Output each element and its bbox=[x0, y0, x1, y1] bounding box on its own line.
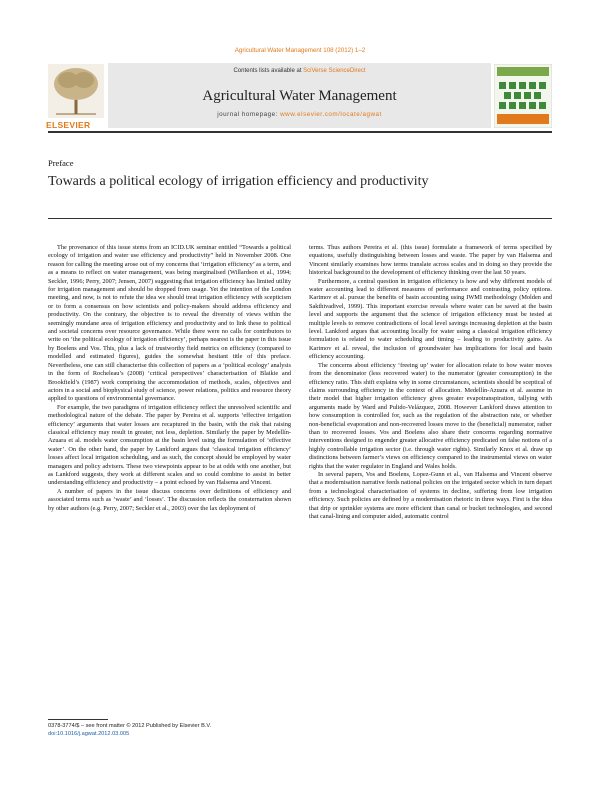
paragraph: The provenance of this issue stems from an ICID.UK seminar entitled “Towards a political ecology of irrigation and water use efficiency and productivity” held in November 2008. One reason for calling the meeting arose out of my concerns that ‘irrigation efficiency’ as a term, and as a means to reflect on water management, was being marginalised (Willardson et al., 1994; Seckler, 1996; Perry, 2007; Jensen, 2007) suggesting that irrigation efficiency has limited utility for irrigation management and should be dropped from usage. Yet the intention of the London meeting, and now, is not to refute the idea we should treat irrigation efficiency with scepticism or to form a consensus on how scientists and policy-makers should address efficiency and productivity. On the contrary, the objective is to reveal the diversity of views within the seemingly mundane area of irrigation efficiency and productivity and to link these to political and societal concerns over resource governance. While there were no calls for contributors to write on ‘the political ecology of irrigation efficiency’, perhaps nearest is the paper in this issue by Boelens and Vos. This, plus a lack of trustworthy field metrics on efficiency (compared to modelled and estimated figures), guides the somewhat hesitant title of this preface. Nevertheless, one can still characterise this collection of papers as a ‘political ecology’ analysis in the form of Rocheleau’s (2008) ‘critical perspectives’ characterisation of Blaikie and Brookfield’s (1987) work comprising the accommodation of methods, scales, objectives and actors in a social and biophysical study of science, power relations, politics and resource theory applied to questions of environmental governance. bbox=[48, 244, 291, 403]
right-column bbox=[309, 244, 552, 521]
paragraph: Furthermore, a central question in irrigation efficiency is how and why different models of water accounting lead to different measures of performance and contrasting policy options. Karimov et al. pursue the benefits of basin accounting using IWMI methodology (Molden and Sakthivadivel, 1999). This important exercise reveals where water can be saved at the basin level and supports the argument that the science of irrigation efficiency must be tested at multiple levels to remove contradictions of local level savings increasing depletion at the basin level. Lankford argues that accounting locally for water using a classical irrigation efficiency formulation is related to water scheduling and timing – leading to productivity gains. As Karimov et al. reveal, the inclusion of groundwater has implications for local and basin efficiency accounting. bbox=[309, 277, 552, 361]
paragraph: In several papers, Vos and Boelens, Lopez-Gunn et al., van Halsema and Vincent observe that a modernisation narrative feeds national policies on the irrigated sector which in turn depart from a technological characterisation of systems in decline, suffering from low irrigation efficiency. Such policies are defined by a modernisation rhetoric in three ways. First is the idea that drip or sprinkler systems are more efficient than canal or bucket technologies, and second that canal-lining and computer aided, automatic control bbox=[309, 470, 552, 520]
paragraph: A number of papers in the issue discuss concerns over definitions of efficiency and associated terms such as ‘waste’ and ‘losses’. The discussion reflects the consternation shown by other authors (e.g. Perry, 2007; Seckler et al., 2003) over the lax deployment of bbox=[48, 487, 291, 512]
paragraph: For example, the two paradigms of irrigation efficiency reflect the unresolved scientific and methodological nature of the debate. The paper by Pereira et al. supports ‘effective irrigation efficiency’ arguments that water losses are recaptured in the basin, with the risk that raising classical efficiency may result in greater, not less, depletion. Similarly the paper by Medellín-Azuara et al. models water consumption at the basin level using the formulation of ‘effective water’. On the other hand, the paper by Lankford argues that ‘classical irrigation efficiency’ losses affect local irrigation scheduling, and as such, the concept should be employed by water managers and policy advisers. These two viewpoints appear to be at odds with one another, but as Lankford suggests, they work at different scales and so could combine to assist in better understanding efficiency and productivity – a point echoed by van Halsema and Vincent. bbox=[48, 403, 291, 487]
contents-line bbox=[108, 68, 491, 74]
footer bbox=[48, 723, 211, 738]
journal-citation: Agricultural Water Management 108 (2012) 1–2 bbox=[234, 47, 366, 54]
header-rule bbox=[48, 131, 552, 133]
sciencedirect-link[interactable]: SciVerse ScienceDirect bbox=[303, 68, 366, 74]
paragraph: terms. Thus authors Pereira et al. (this issue) formulate a framework of terms specified by equations, usefully distinguishing between losses and waste. The paper by van Halsema and Vincent similarly examines how terms translate across scales and in doing so they provide the historical background to the development of efficiency thinking over the last 50 years. bbox=[309, 244, 552, 277]
paragraph: The concerns about efficiency ‘freeing up’ water for allocation relate to how water moves from the denominator (less recovered water) to the numerator (greater consumption) in the efficiency ratio. This shift explains why in some circumstances, scientists should be sceptical of claims surrounding efficiency in the context of allocation. Medellín-Azuara et al. assume in their model that higher irrigation efficiency gives greater evapotranspiration, tallying with arguments made by Ward and Pulido-Velázquez, 2008. However Lankford draws attention to how consumption is controlled for, such as the regulation of the abstraction rate, or whether non-beneficial evaporation and non-recovered losses move to the (beneficial) numerator, rather than to recovered losses. Vos and Boelens also share their concerns regarding normative interventions designed to engender greater allocative efficiency predicated on false notions of a highly controllable irrigation sector (i.e. through water rights). Similarly Knox et al. draw up distinctions between farmer’s views on efficiency compared to the instrumental views on water rights that the water regulator in England and Wales holds. bbox=[309, 361, 552, 470]
journal-title: Agricultural Water Management bbox=[202, 88, 397, 104]
title-rule bbox=[48, 218, 552, 219]
homepage-link[interactable]: www.elsevier.com/locate/agwat bbox=[280, 111, 382, 118]
footer-rule bbox=[48, 719, 108, 720]
publisher-name: ELSEVIER bbox=[46, 120, 91, 130]
contents-prefix: Contents lists available at bbox=[233, 68, 302, 74]
homepage-prefix: journal homepage: bbox=[217, 111, 278, 118]
elsevier-tree-logo bbox=[48, 64, 104, 126]
issn-line: 0378-3774/$ – see front matter © 2012 Published by Elsevier B.V. bbox=[48, 723, 212, 729]
journal-cover-image bbox=[494, 64, 552, 128]
article-section: Preface bbox=[48, 158, 74, 168]
doi-link[interactable]: doi:10.1016/j.agwat.2012.03.005 bbox=[48, 730, 130, 737]
homepage-line bbox=[108, 111, 491, 118]
left-column bbox=[48, 244, 291, 513]
article-title: Towards a political ecology of irrigation efficiency and productivity bbox=[48, 174, 429, 189]
